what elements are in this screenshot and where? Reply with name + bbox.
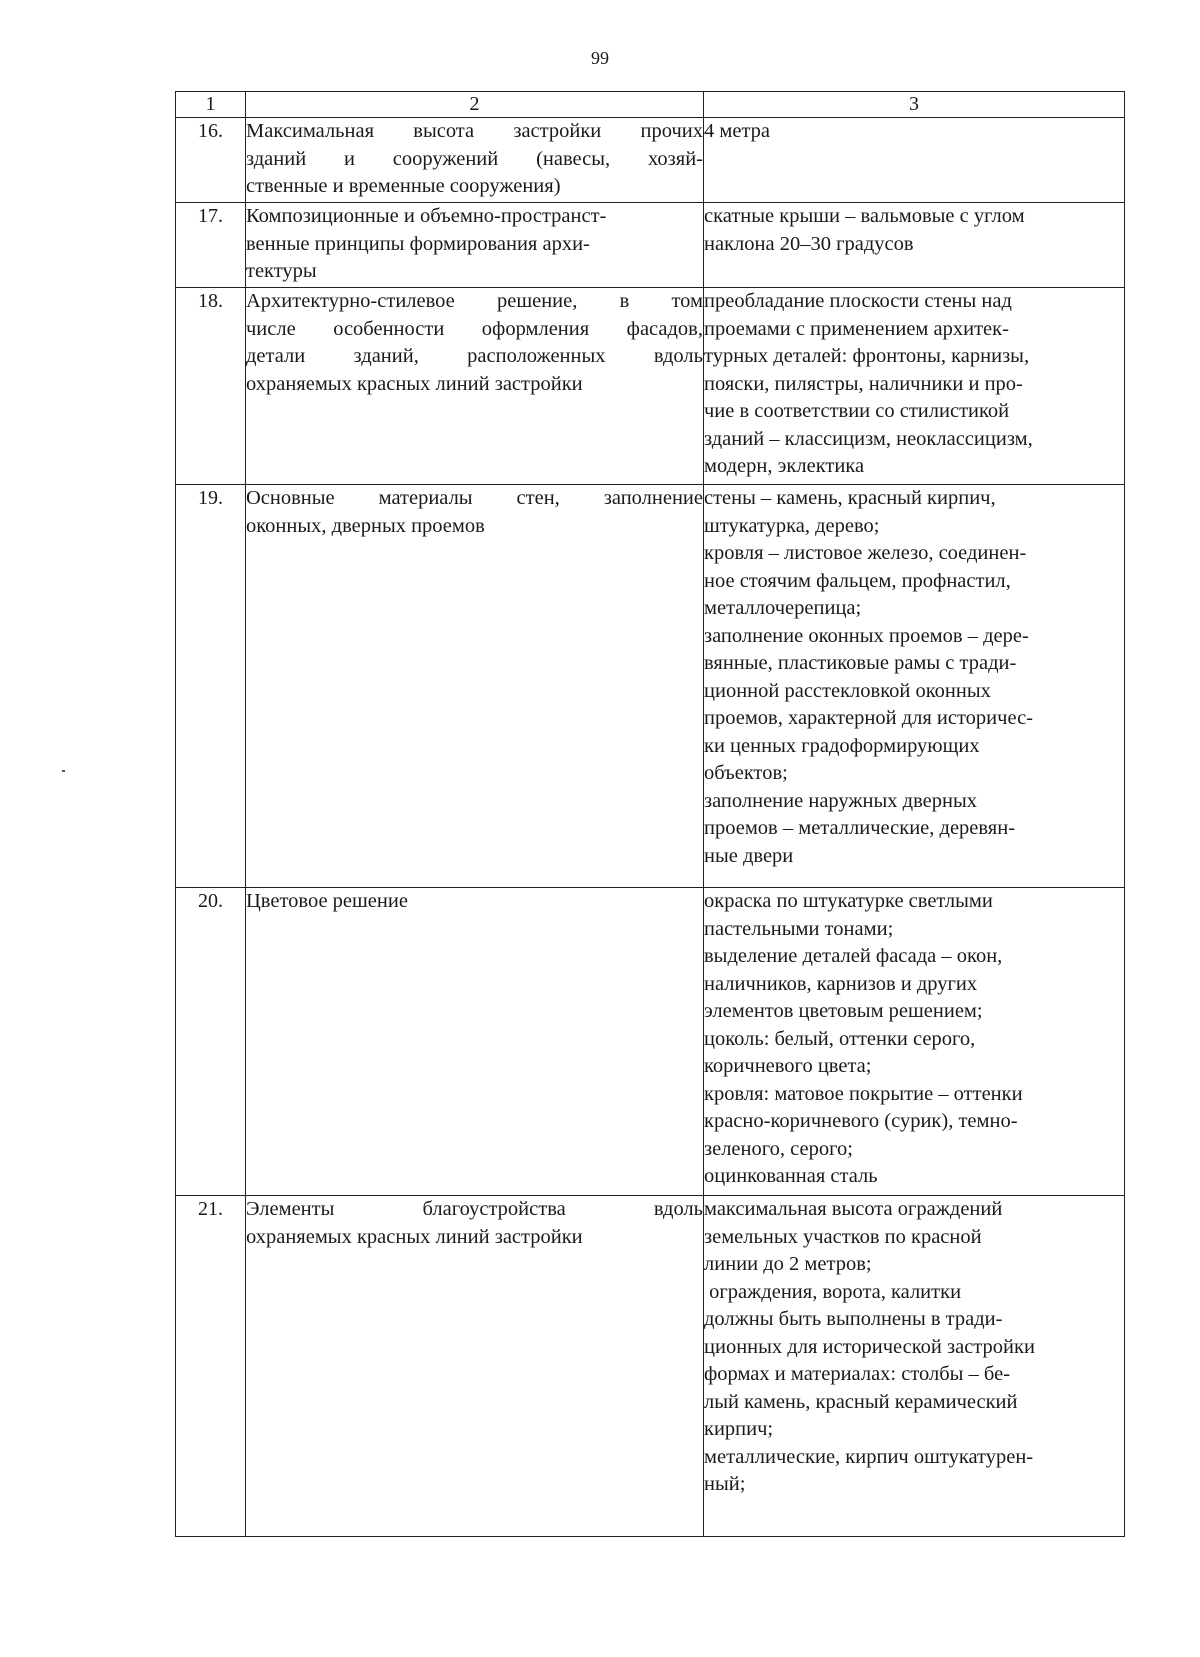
row-parameter xyxy=(246,888,704,1196)
text-line: проемами с применением архитек- xyxy=(704,317,1009,340)
text-line: кирпич; xyxy=(704,1418,774,1440)
text-line: ционных для исторической застройки xyxy=(704,1335,1035,1358)
table-header-row xyxy=(176,92,1125,118)
text-line: пастельными тонами; xyxy=(704,917,894,940)
text-line: ные двери xyxy=(704,844,794,867)
text-line: кровля: матовое покрытие – оттенки xyxy=(704,1082,1023,1105)
text-line: оконных, дверных проемов xyxy=(246,514,485,537)
column-header-3: 3 xyxy=(704,92,1125,118)
text-line: проемов – металлические, деревян- xyxy=(704,817,1016,839)
text-line: земельных участков по красной xyxy=(704,1225,982,1248)
text-line: скатные крыши – вальмовые с углом xyxy=(704,205,1025,227)
text-line: зданий и сооружений (навесы, хозяй- xyxy=(246,147,703,170)
text-line: красно-коричневого (сурик), темно- xyxy=(704,1110,1018,1132)
text-line: должны быть выполнены в тради- xyxy=(704,1308,1003,1330)
row-value xyxy=(704,888,1125,1196)
text-line: охраняемых красных линий застройки xyxy=(246,372,583,395)
text-line: детали зданий, расположенных вдоль xyxy=(246,345,703,367)
text-line: чие в соответствии со стилистикой xyxy=(704,400,1010,422)
text-line: ки ценных градоформирующих xyxy=(704,734,980,757)
text-line: модерн, эклектика xyxy=(704,455,865,477)
text-line: металлочерепица; xyxy=(704,597,862,619)
text-line: проемов, характерной для историчес- xyxy=(704,707,1034,729)
text-line: венные принципы формирования архи- xyxy=(246,232,590,255)
row-value xyxy=(704,118,1125,203)
text-line: лый камень, красный керамический xyxy=(704,1390,1018,1413)
text-line: формах и материалах: столбы – бе- xyxy=(704,1363,1011,1385)
text-line: элементов цветовым решением; xyxy=(704,1000,983,1022)
text-line: ное стоячим фальцем, профнастил, xyxy=(704,569,1011,592)
text-line: кровля – листовое железо, соединен- xyxy=(704,542,1027,564)
row-parameter xyxy=(246,118,704,203)
text-line: Композиционные и объемно-пространст- xyxy=(246,205,607,227)
scan-speck xyxy=(62,770,65,772)
text-line: охраняемых красных линий застройки xyxy=(246,1225,583,1248)
row-parameter xyxy=(246,485,704,888)
text-line: Элементы благоустройства вдоль xyxy=(246,1198,703,1220)
text-line: линии до 2 метров; xyxy=(704,1253,872,1275)
text-line: наличников, карнизов и других xyxy=(704,972,978,995)
text-line: заполнение наружных дверных xyxy=(704,789,977,812)
text-line: оцинкованная сталь xyxy=(704,1165,878,1187)
text-line: объектов; xyxy=(704,762,788,784)
table-row xyxy=(176,288,1125,485)
row-number: 18. xyxy=(176,288,246,485)
text-line: выделение деталей фасада – окон, xyxy=(704,945,1003,967)
table-row xyxy=(176,888,1125,1196)
text-line: заполнение оконных проемов – дере- xyxy=(704,624,1029,647)
text-line: преобладание плоскости стены над xyxy=(704,290,1012,312)
text-line: 4 метра xyxy=(704,120,771,142)
row-number: 19. xyxy=(176,485,246,888)
text-line: Цветовое решение xyxy=(246,890,408,912)
text-line: Архитектурно-стилевое решение, в том xyxy=(246,290,703,312)
text-line: ный; xyxy=(704,1473,746,1495)
table-row xyxy=(176,203,1125,288)
text-line: ограждения, ворота, калитки xyxy=(704,1280,962,1303)
text-line: ственные и временные сооружения) xyxy=(246,175,561,197)
row-number: 20. xyxy=(176,888,246,1196)
row-value xyxy=(704,288,1125,485)
table-row xyxy=(176,1196,1125,1537)
text-line: турных деталей: фронтоны, карнизы, xyxy=(704,345,1030,367)
table-row xyxy=(176,485,1125,888)
text-line: тектуры xyxy=(246,260,317,282)
text-line: числе особенности оформления фасадов, xyxy=(246,317,703,340)
text-line: Основные материалы стен, заполнение xyxy=(246,487,703,509)
row-number: 17. xyxy=(176,203,246,288)
text-line: вянные, пластиковые рамы с тради- xyxy=(704,652,1017,674)
row-value xyxy=(704,485,1125,888)
text-line: пояски, пилястры, наличники и про- xyxy=(704,372,1023,395)
text-line: максимальная высота ограждений xyxy=(704,1198,1003,1220)
row-parameter xyxy=(246,1196,704,1537)
text-line: цоколь: белый, оттенки серого, xyxy=(704,1027,976,1050)
row-number: 16. xyxy=(176,118,246,203)
column-header-2: 2 xyxy=(246,92,704,118)
text-line: окраска по штукатурке светлыми xyxy=(704,890,993,912)
text-line: коричневого цвета; xyxy=(704,1055,872,1077)
table-row xyxy=(176,118,1125,203)
row-value xyxy=(704,1196,1125,1537)
row-parameter xyxy=(246,288,704,485)
regulations-table xyxy=(175,91,1125,1537)
text-line: зеленого, серого; xyxy=(704,1137,853,1160)
row-number: 21. xyxy=(176,1196,246,1537)
text-line: металлические, кирпич оштукатурен- xyxy=(704,1445,1034,1468)
text-line: стены – камень, красный кирпич, xyxy=(704,487,996,509)
column-header-1: 1 xyxy=(176,92,246,118)
text-line: Максимальная высота застройки прочих xyxy=(246,120,703,142)
row-value xyxy=(704,203,1125,288)
row-parameter xyxy=(246,203,704,288)
text-line: наклона 20–30 градусов xyxy=(704,232,914,255)
text-line: зданий – классицизм, неоклассицизм, xyxy=(704,427,1033,450)
page-number: 99 xyxy=(591,48,609,68)
text-line: ционной расстекловкой оконных xyxy=(704,679,991,702)
text-line: штукатурка, дерево; xyxy=(704,514,880,537)
